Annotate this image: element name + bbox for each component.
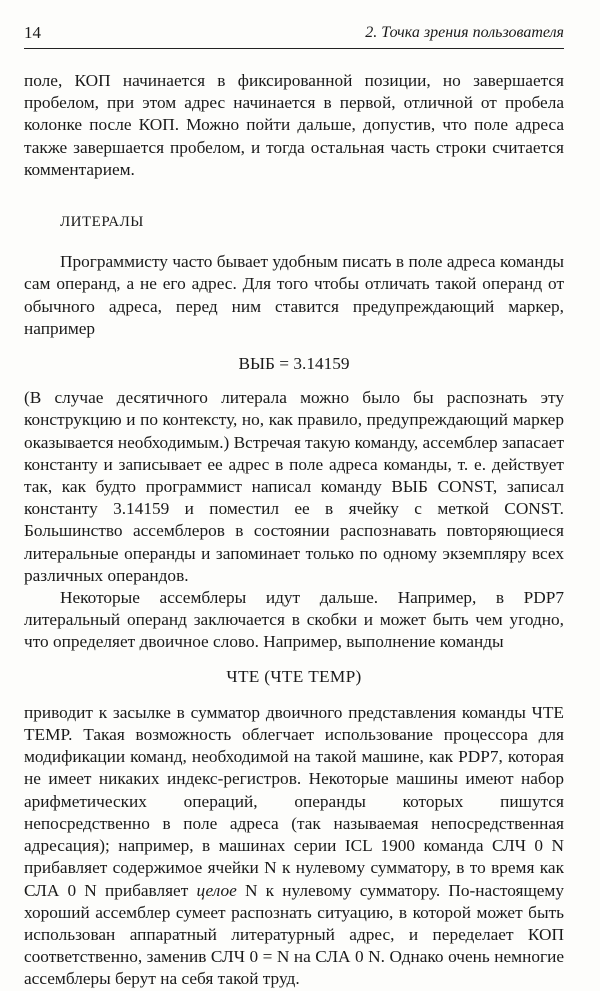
paragraph-text-part1: приводит к засылке в сумматор двоичного представления команды ЧТЕ TEMP. Такая возможность облегчает использование процессора для модификации команд, необходимой на такой машине, как PDP7, которая не имеет никаких индекс-регистров. Некоторые машины имеют набор арифметических операций, операнды которых пишутся непосредственно в поле адреса (так называемая непосредственная адресация); например, в машинах серии ICL 1900 команда СЛЧ 0 N прибавляет содержимое ячейки N к нулевому сумматору, в то время как СЛА 0 N прибавляет: [24, 702, 564, 900]
paragraph-pdp7: Некоторые ассемблеры идут дальше. Например, в PDP7 литеральный операнд заключается в скобки и может быть чем угодно, что определяет двоичное слово. Например, выполнение команды: [24, 588, 564, 652]
running-title: 2. Точка зрения пользователя: [365, 24, 564, 41]
italic-term: целое: [196, 880, 237, 900]
formula-pdp7-example: ЧТЕ (ЧТЕ TEMP): [226, 666, 362, 686]
section-heading-literals: ЛИТЕРАЛЫ: [60, 214, 144, 231]
page-body: [24, 70, 564, 991]
paragraph-text-part2: N к нулевому сумматору. По-настоящему хороший ассемблер сумеет распознать ситуацию, в которой может быть использован аппаратный литературный адрес, и переделает КОП соответственно, заменив СЛЧ 0 = N на СЛА 0 N. Однако очень немногие ассемблеры берут на себя такой труд.: [24, 880, 565, 989]
paragraph-immediate-addressing: [24, 702, 564, 991]
paragraph-continuation: поле, КОП начинается в фиксированной позиции, но завершается пробелом, при этом адрес начинается в первой, отличной от пробела колонке после КОП. Можно пойти дальше, допустив, что поле адреса также завершается пробелом, и тогда остальная часть строки считается комментарием.: [24, 71, 564, 179]
page-header: [24, 20, 564, 49]
page-number: 14: [24, 23, 41, 42]
paragraph-literal-explanation: (В случае десятичного литерала можно было бы распознать эту конструкцию и по контексту, но, как правило, предупреждающий маркер оказывается необходимым.) Встречая такую команду, ассемблер запасает константу и записывает ее адрес в поле адреса команды, т. е. действует так, как будто программист написал команду ВЫБ CONST, записал константу 3.14159 и поместил ее в ячейку с меткой CONST. Большинство ассемблеров в состоянии распознавать повторяющиеся литеральные операнды и запоминает только по одному экземпляру всех различных операндов.: [24, 388, 564, 585]
paragraph-literals-intro: Программисту часто бывает удобным писать в поле адреса команды сам операнд, а не его адрес. Для того чтобы отличать такой операнд от обычного адреса, перед ним ставится предупреждающий маркер, например: [24, 252, 564, 338]
formula-literal-example: ВЫБ = 3.14159: [238, 354, 350, 374]
